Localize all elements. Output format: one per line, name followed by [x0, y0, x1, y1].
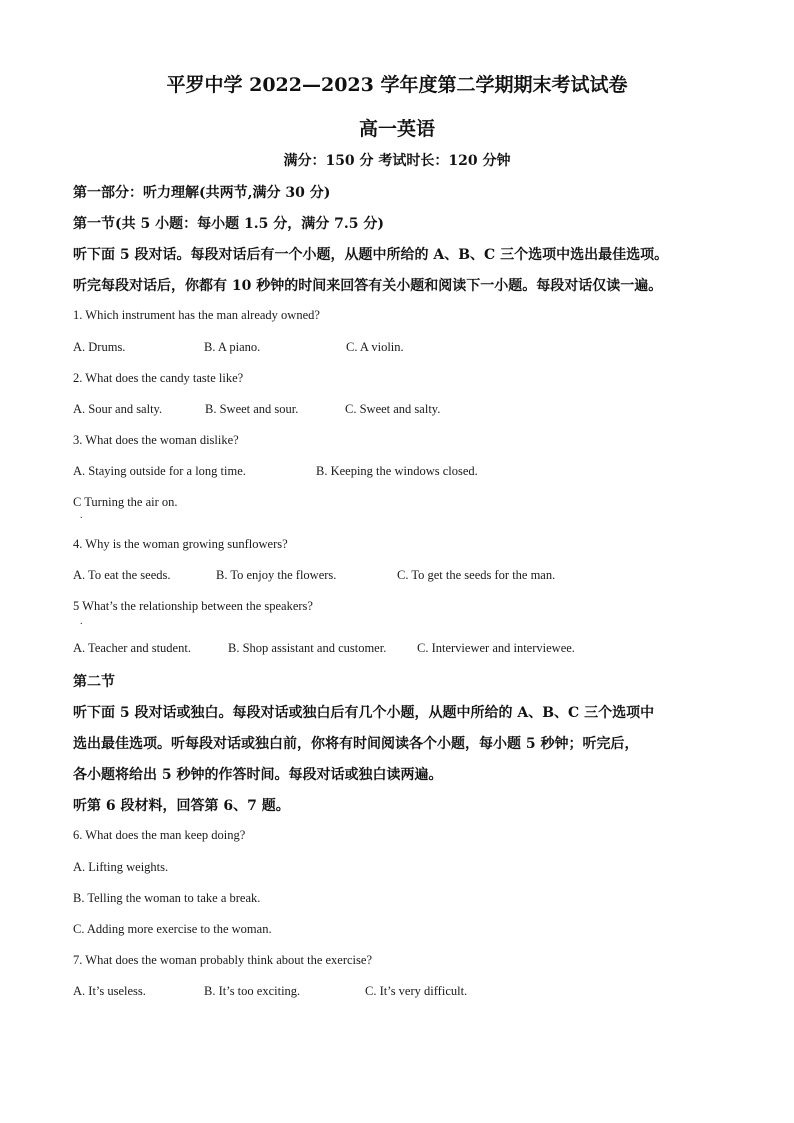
q2-option-c: C. Sweet and salty.	[345, 402, 441, 416]
q1-option-b: B. A piano.	[204, 340, 261, 354]
section1-instruction-line1: 听下面 5 段对话。每段对话后有一个小题，从题中所给的 A、B、C 三个选项中选出最佳选项。	[73, 247, 669, 263]
q7-option-c: C. It’s very difficult.	[365, 984, 468, 998]
q3-option-b: B. Keeping the windows closed.	[316, 464, 478, 478]
q6-option-a: A. Lifting weights.	[73, 860, 169, 874]
q6-option-c: C. Adding more exercise to the woman.	[73, 922, 272, 936]
q3-stem: 3. What does the woman dislike?	[73, 433, 239, 447]
section2-heading: 第二节	[73, 674, 115, 690]
q3-option-c: C Turning the air on.	[73, 495, 178, 509]
material6-heading: 听第 6 段材料，回答第 6、7 题。	[73, 798, 290, 814]
part1-heading: 第一部分：听力理解(共两节,满分 30 分)	[73, 185, 331, 201]
q6-stem: 6. What does the man keep doing?	[73, 828, 246, 842]
q3-option-a: A. Staying outside for a long time.	[73, 464, 246, 478]
q2-option-b: B. Sweet and sour.	[205, 402, 299, 416]
q1-option-c: C. A violin.	[346, 340, 404, 354]
q4-stem: 4. Why is the woman growing sunflowers?	[73, 537, 288, 551]
exam-info: 满分：150 分 考试时长：120 分钟	[283, 153, 511, 169]
q2-option-a: A. Sour and salty.	[73, 402, 163, 416]
section2-instruction-line1: 听下面 5 段对话或独白。每段对话或独白后有几个小题，从题中所给的 A、B、C 三个选项中	[73, 705, 655, 721]
q4-option-a: A. To eat the seeds.	[73, 568, 171, 582]
q2-stem: 2. What does the candy taste like?	[73, 371, 244, 385]
q5-stem: 5 What’s the relationship between the speakers?	[73, 599, 313, 613]
section1-heading: 第一节(共 5 小题：每小题 1.5 分，满分 7.5 分)	[73, 216, 384, 232]
q5-option-c: C. Interviewer and interviewee.	[417, 641, 575, 655]
q6-option-b: B. Telling the woman to take a break.	[73, 891, 261, 905]
exam-title: 平罗中学 2022—2023 学年度第二学期期末考试试卷	[166, 74, 628, 96]
q4-option-b: B. To enjoy the flowers.	[216, 568, 337, 582]
q5-stray-dot: .	[80, 616, 83, 627]
q1-option-a: A. Drums.	[73, 340, 126, 354]
q1-stem: 1. Which instrument has the man already owned?	[73, 308, 320, 322]
q7-option-b: B. It’s too exciting.	[204, 984, 301, 998]
section2-instruction-line2: 选出最佳选项。听每段对话或独白前，你将有时间阅读各个小题，每小题 5 秒钟；听完后，	[73, 736, 639, 752]
section1-instruction-line2: 听完每段对话后，你都有 10 秒钟的时间来回答有关小题和阅读下一小题。每段对话仅读一遍。	[73, 278, 663, 294]
q7-option-a: A. It’s useless.	[73, 984, 146, 998]
q3-stray-dot: .	[80, 510, 83, 521]
q7-stem: 7. What does the woman probably think about the exercise?	[73, 953, 372, 967]
q4-option-c: C. To get the seeds for the man.	[397, 568, 556, 582]
q5-option-b: B. Shop assistant and customer.	[228, 641, 387, 655]
subject-title: 高一英语	[358, 118, 435, 140]
section2-instruction-line3: 各小题将给出 5 秒钟的作答时间。每段对话或独白读两遍。	[73, 767, 443, 783]
q5-option-a: A. Teacher and student.	[73, 641, 191, 655]
